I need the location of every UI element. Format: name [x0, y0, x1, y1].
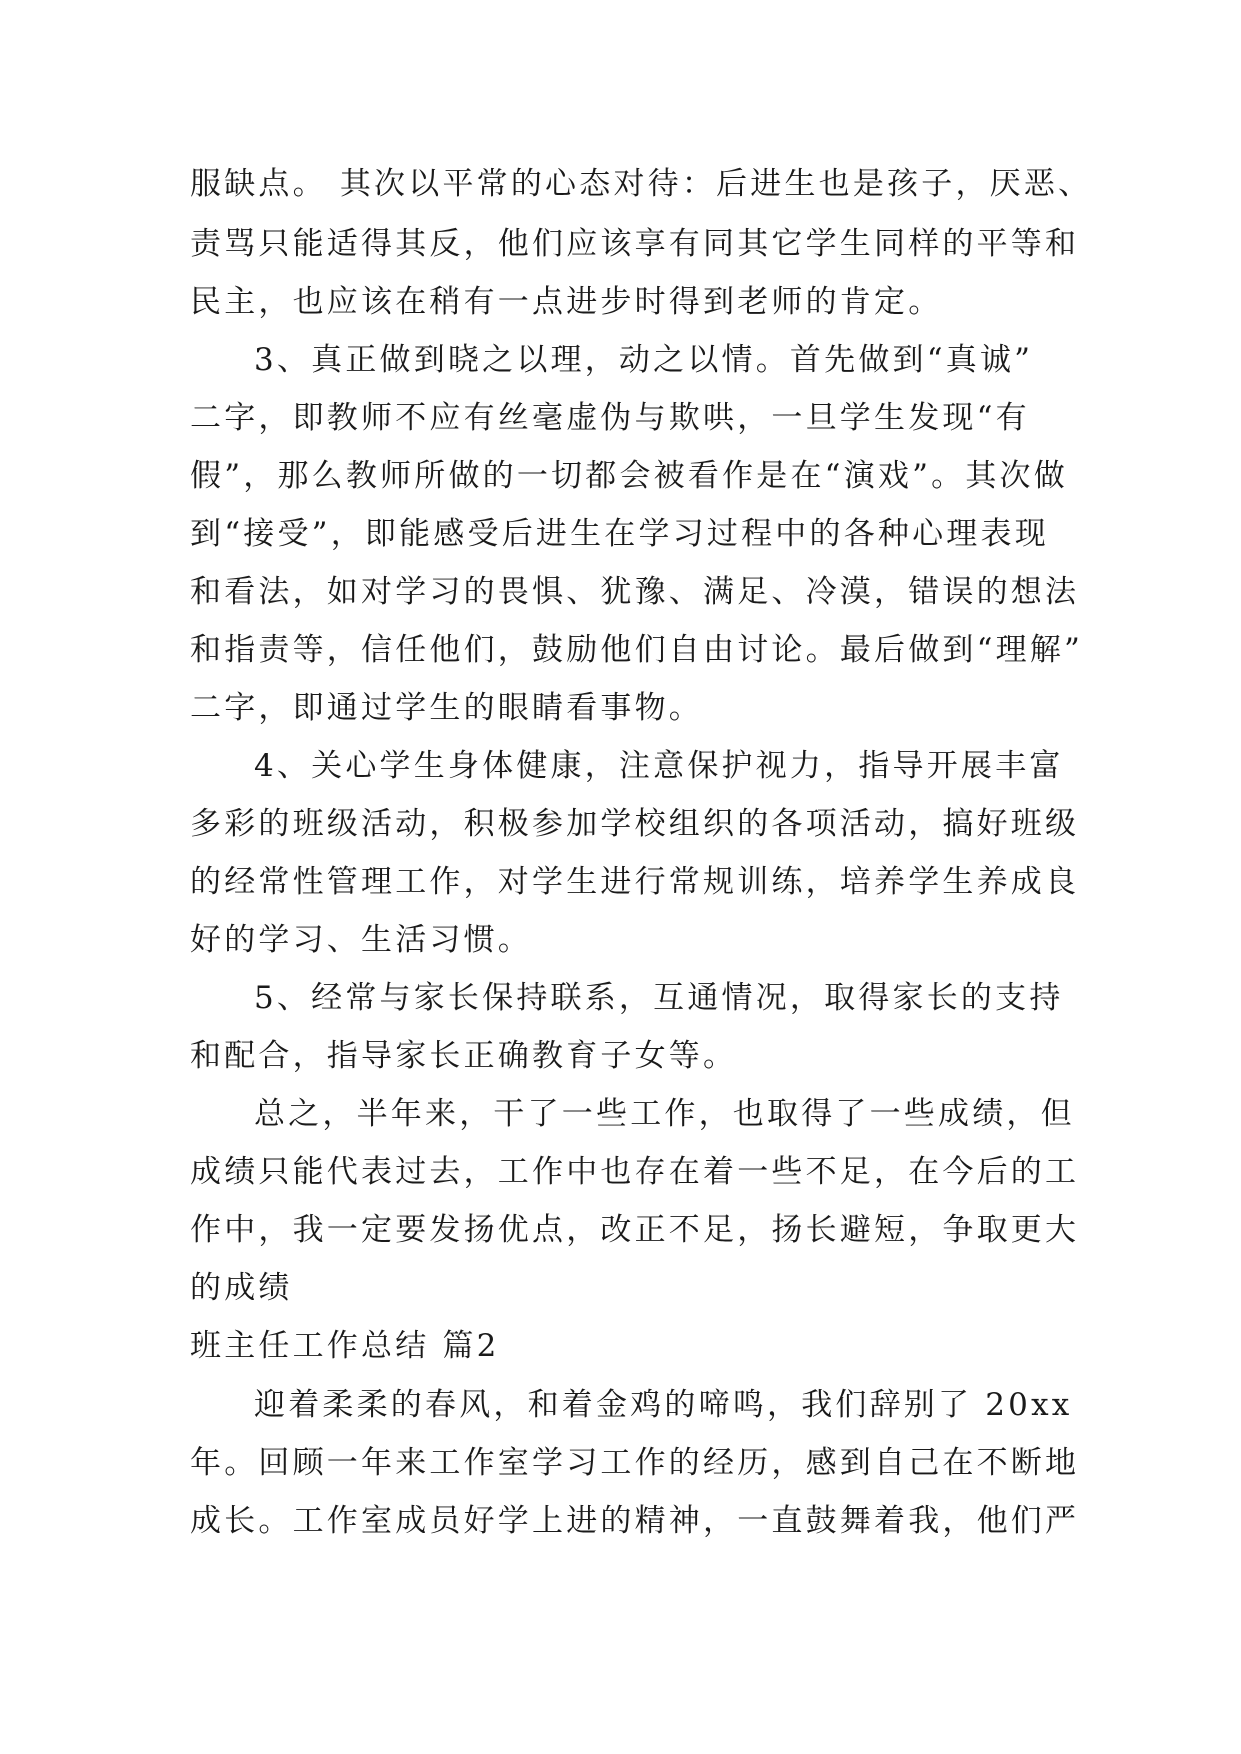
body-text-line: 假”，那么教师所做的一切都会被看作是在“演戏”。其次做 — [190, 458, 1068, 494]
body-text-line: 作中，我一定要发扬优点，改正不足，扬长避短，争取更大 — [190, 1212, 1080, 1248]
body-text-line: 好的学习、生活习惯。 — [190, 922, 532, 958]
paragraph-5-start: 5、经常与家长保持联系，互通情况，取得家长的支持 — [254, 980, 1064, 1016]
body-text-line: 民主，也应该在稍有一点进步时得到老师的肯定。 — [190, 284, 943, 320]
body-text-line: 的经常性管理工作，对学生进行常规训练，培养学生养成良 — [190, 864, 1080, 900]
body-text-line: 二字，即教师不应有丝毫虚伪与欺哄，一旦学生发现“有 — [190, 400, 1030, 436]
body-text-line: 年。回顾一年来工作室学习工作的经历，感到自己在不断地 — [190, 1445, 1080, 1481]
body-text-line: 的成绩 — [190, 1270, 293, 1306]
body-text-line: 责骂只能适得其反，他们应该享有同其它学生同样的平等和 — [190, 226, 1080, 262]
paragraph-start: 迎着柔柔的春风，和着金鸡的啼鸣，我们辞别了 20xx — [254, 1387, 1073, 1423]
body-text-line: 和指责等，信任他们，鼓励他们自由讨论。最后做到“理解” — [190, 632, 1084, 668]
body-text-line: 到“接受”，即能感受后进生在学习过程中的各种心理表现 — [190, 516, 1049, 552]
section-heading: 班主任工作总结 篇2 — [190, 1328, 500, 1364]
paragraph-4-start: 4、关心学生身体健康，注意保护视力，指导开展丰富 — [254, 748, 1064, 784]
conclusion-paragraph-start: 总之，半年来，干了一些工作，也取得了一些成绩，但 — [254, 1096, 1075, 1132]
body-text-line: 二字，即通过学生的眼睛看事物。 — [190, 690, 703, 726]
body-text-line: 和配合，指导家长正确教育子女等。 — [190, 1038, 738, 1074]
paragraph-3-start: 3、真正做到晓之以理，动之以情。首先做到“真诚” — [254, 342, 1034, 378]
body-text-line: 成长。工作室成员好学上进的精神，一直鼓舞着我，他们严 — [190, 1503, 1080, 1539]
body-text-line: 服缺点。 其次以平常的心态对待：后进生也是孩子，厌恶、 — [190, 166, 1093, 202]
body-text-line: 和看法，如对学习的畏惧、犹豫、满足、冷漠，错误的想法 — [190, 574, 1080, 610]
body-text-line: 成绩只能代表过去，工作中也存在着一些不足，在今后的工 — [190, 1154, 1080, 1190]
body-text-line: 多彩的班级活动，积极参加学校组织的各项活动，搞好班级 — [190, 806, 1080, 842]
